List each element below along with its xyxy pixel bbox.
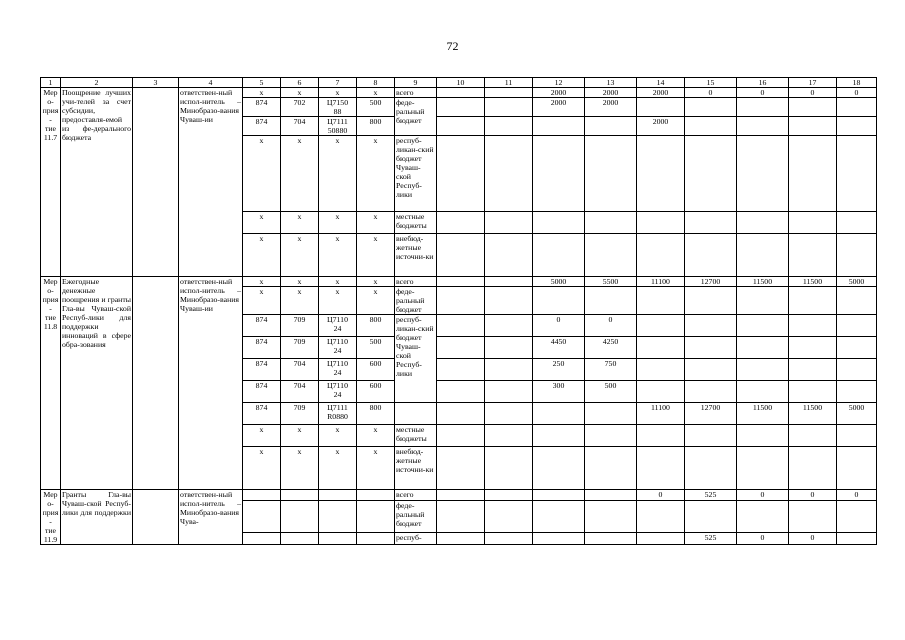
code-cell: х: [319, 277, 357, 287]
code-cell: Ц7111 R0880: [319, 403, 357, 425]
code-cell: х: [319, 234, 357, 277]
value-cell: [585, 490, 637, 501]
code-cell: х: [319, 212, 357, 234]
code-cell: [357, 501, 395, 532]
value-cell: 4450: [533, 337, 585, 359]
value-cell: [437, 447, 485, 490]
value-cell: [789, 315, 837, 337]
value-cell: [837, 359, 877, 381]
value-cell: [685, 447, 737, 490]
code-cell: [319, 490, 357, 501]
header-cell: 12: [533, 78, 585, 88]
value-cell: [533, 287, 585, 315]
value-cell: [533, 501, 585, 532]
value-cell: [637, 315, 685, 337]
code-cell: х: [281, 287, 319, 315]
value-cell: [837, 447, 877, 490]
value-cell: [485, 490, 533, 501]
code-cell: 874: [243, 315, 281, 337]
code-cell: 874: [243, 117, 281, 136]
value-cell: [485, 88, 533, 98]
table-row: [41, 277, 877, 287]
code-cell: Ц7110 24: [319, 315, 357, 337]
value-cell: [585, 501, 637, 532]
code-cell: Ц7110 24: [319, 359, 357, 381]
value-cell: 300: [533, 381, 585, 403]
code-cell: х: [357, 234, 395, 277]
value-cell: [485, 136, 533, 212]
value-cell: [789, 501, 837, 532]
value-cell: 525: [685, 532, 737, 544]
measure-executor: ответствен-ный испол-нитель – Минобразо-вания Чуваш-ии: [179, 277, 243, 490]
value-cell: [437, 337, 485, 359]
code-cell: [281, 490, 319, 501]
header-cell: 9: [395, 78, 437, 88]
value-cell: 5000: [837, 277, 877, 287]
value-cell: 525: [685, 490, 737, 501]
value-cell: [685, 234, 737, 277]
value-cell: [437, 88, 485, 98]
value-cell: [837, 98, 877, 117]
value-cell: [789, 98, 837, 117]
code-cell: х: [319, 88, 357, 98]
value-cell: [737, 447, 789, 490]
code-cell: 874: [243, 359, 281, 381]
value-cell: 2000: [585, 98, 637, 117]
value-cell: [737, 98, 789, 117]
value-cell: [685, 337, 737, 359]
code-cell: [281, 532, 319, 544]
source-cell: всего: [395, 88, 437, 98]
value-cell: [585, 287, 637, 315]
value-cell: 2000: [585, 88, 637, 98]
value-cell: [485, 117, 533, 136]
header-cell: 5: [243, 78, 281, 88]
empty-cell: [133, 88, 179, 277]
value-cell: [437, 381, 485, 403]
code-cell: х: [243, 136, 281, 212]
measure-executor: ответствен-ный испол-нитель – Минобразо-вания Чуваш-ии: [179, 88, 243, 277]
value-cell: [737, 212, 789, 234]
value-cell: [533, 447, 585, 490]
code-cell: х: [281, 136, 319, 212]
value-cell: [685, 381, 737, 403]
value-cell: [533, 212, 585, 234]
value-cell: [737, 381, 789, 403]
code-cell: 800: [357, 403, 395, 425]
code-cell: [357, 532, 395, 544]
value-cell: [533, 425, 585, 447]
value-cell: [737, 425, 789, 447]
value-cell: 0: [837, 88, 877, 98]
value-cell: [685, 501, 737, 532]
code-cell: 874: [243, 403, 281, 425]
value-cell: [533, 532, 585, 544]
code-cell: х: [281, 212, 319, 234]
value-cell: [485, 501, 533, 532]
value-cell: [685, 359, 737, 381]
value-cell: [585, 117, 637, 136]
value-cell: [585, 425, 637, 447]
source-cell: местные бюджеты: [395, 212, 437, 234]
budget-table: [40, 77, 877, 545]
header-cell: 16: [737, 78, 789, 88]
value-cell: [585, 212, 637, 234]
value-cell: [637, 337, 685, 359]
value-cell: [485, 337, 533, 359]
value-cell: [485, 359, 533, 381]
value-cell: [737, 359, 789, 381]
header-cell: 8: [357, 78, 395, 88]
value-cell: [789, 117, 837, 136]
value-cell: [837, 425, 877, 447]
code-cell: 800: [357, 315, 395, 337]
value-cell: [685, 212, 737, 234]
value-cell: 0: [837, 490, 877, 501]
code-cell: х: [243, 447, 281, 490]
value-cell: 11500: [789, 403, 837, 425]
value-cell: 2000: [533, 88, 585, 98]
value-cell: [533, 136, 585, 212]
header-cell: 18: [837, 78, 877, 88]
value-cell: [533, 403, 585, 425]
code-cell: [319, 501, 357, 532]
value-cell: [437, 425, 485, 447]
value-cell: 0: [685, 88, 737, 98]
value-cell: [789, 381, 837, 403]
header-cell: 7: [319, 78, 357, 88]
value-cell: [737, 234, 789, 277]
table-row: [41, 490, 877, 501]
measure-name: Ежегодные денежные поощрения и гранты Гла-вы Чуваш-ской Респуб-лики для поддержки инноваций в сфере обра-зования: [61, 277, 133, 490]
code-cell: 874: [243, 381, 281, 403]
value-cell: [789, 212, 837, 234]
value-cell: [837, 234, 877, 277]
value-cell: [789, 447, 837, 490]
value-cell: 11100: [637, 403, 685, 425]
value-cell: [789, 287, 837, 315]
value-cell: [789, 136, 837, 212]
header-cell: 3: [133, 78, 179, 88]
source-cell: респуб-ликан-ский бюджет Чуваш-ской Респуб-лики: [395, 136, 437, 212]
code-cell: 704: [281, 381, 319, 403]
value-cell: [685, 425, 737, 447]
value-cell: [585, 447, 637, 490]
value-cell: [737, 136, 789, 212]
value-cell: [737, 117, 789, 136]
source-cell: внебюд-жетные источни-ки: [395, 447, 437, 490]
code-cell: х: [281, 277, 319, 287]
measure-title: Меро- прия- тие 11.7: [41, 88, 61, 277]
value-cell: [685, 287, 737, 315]
value-cell: 500: [585, 381, 637, 403]
source-cell: респуб-: [395, 532, 437, 544]
value-cell: [585, 136, 637, 212]
code-cell: х: [243, 287, 281, 315]
header-cell: 11: [485, 78, 533, 88]
value-cell: 750: [585, 359, 637, 381]
value-cell: 11500: [789, 277, 837, 287]
value-cell: [837, 381, 877, 403]
code-cell: х: [357, 287, 395, 315]
value-cell: [437, 532, 485, 544]
value-cell: [837, 136, 877, 212]
header-cell: 4: [179, 78, 243, 88]
value-cell: 0: [533, 315, 585, 337]
value-cell: 5000: [533, 277, 585, 287]
value-cell: [437, 136, 485, 212]
value-cell: [837, 287, 877, 315]
value-cell: [585, 403, 637, 425]
code-cell: [281, 501, 319, 532]
empty-cell: [133, 490, 179, 545]
empty-cell: [133, 277, 179, 490]
value-cell: [837, 212, 877, 234]
value-cell: [485, 532, 533, 544]
code-cell: Ц7150 88: [319, 98, 357, 117]
value-cell: [485, 381, 533, 403]
value-cell: [637, 212, 685, 234]
value-cell: [685, 98, 737, 117]
measure-name: Поощрение лучших учи-телей за счет субсидии, предоставля-емой из фе-дерального бюджета: [61, 88, 133, 277]
value-cell: 12700: [685, 277, 737, 287]
source-cell: феде-ральный бюджет: [395, 287, 437, 315]
value-cell: [637, 136, 685, 212]
value-cell: [485, 277, 533, 287]
value-cell: [685, 315, 737, 337]
code-cell: х: [357, 212, 395, 234]
source-cell: местные бюджеты: [395, 425, 437, 447]
value-cell: 11500: [737, 403, 789, 425]
header-cell: 10: [437, 78, 485, 88]
source-cell: всего: [395, 490, 437, 501]
code-cell: 702: [281, 98, 319, 117]
source-cell: респуб-ликан-ский бюджет Чуваш-ской Респуб-лики: [395, 315, 437, 403]
header-cell: 6: [281, 78, 319, 88]
code-cell: 500: [357, 98, 395, 117]
code-cell: 500: [357, 337, 395, 359]
code-cell: х: [243, 425, 281, 447]
code-cell: х: [281, 234, 319, 277]
value-cell: [789, 337, 837, 359]
value-cell: 0: [789, 490, 837, 501]
measure-executor: ответствен-ный испол-нитель – Минобразо-вания Чува-: [179, 490, 243, 545]
value-cell: [437, 277, 485, 287]
value-cell: [837, 337, 877, 359]
code-cell: Ц7110 24: [319, 337, 357, 359]
table-row: [41, 88, 877, 98]
code-cell: х: [319, 447, 357, 490]
code-cell: 709: [281, 403, 319, 425]
value-cell: [437, 501, 485, 532]
code-cell: 704: [281, 359, 319, 381]
code-cell: 600: [357, 381, 395, 403]
measure-title: Меро- прия- тие 11.8: [41, 277, 61, 490]
value-cell: 0: [737, 532, 789, 544]
header-cell: 17: [789, 78, 837, 88]
value-cell: [437, 359, 485, 381]
code-cell: 600: [357, 359, 395, 381]
source-cell: феде-ральный бюджет: [395, 501, 437, 532]
value-cell: [789, 425, 837, 447]
value-cell: [637, 447, 685, 490]
value-cell: [485, 98, 533, 117]
code-cell: [357, 490, 395, 501]
code-cell: х: [319, 136, 357, 212]
value-cell: [737, 287, 789, 315]
source-cell: внебюд-жетные источни-ки: [395, 234, 437, 277]
code-cell: 800: [357, 117, 395, 136]
value-cell: [837, 501, 877, 532]
code-cell: х: [281, 88, 319, 98]
code-cell: [243, 532, 281, 544]
value-cell: [737, 337, 789, 359]
code-cell: 704: [281, 117, 319, 136]
value-cell: [533, 117, 585, 136]
header-cell: 2: [61, 78, 133, 88]
measure-name: Гранты Гла-вы Чуваш-ской Респуб-лики для поддержки: [61, 490, 133, 545]
value-cell: 250: [533, 359, 585, 381]
value-cell: [837, 315, 877, 337]
code-cell: х: [243, 88, 281, 98]
value-cell: [737, 315, 789, 337]
value-cell: [585, 532, 637, 544]
header-row: [41, 78, 877, 88]
value-cell: 12700: [685, 403, 737, 425]
value-cell: [485, 234, 533, 277]
value-cell: 2000: [637, 88, 685, 98]
code-cell: х: [243, 277, 281, 287]
page-number: 72: [446, 39, 459, 53]
value-cell: 0: [637, 490, 685, 501]
value-cell: [485, 287, 533, 315]
value-cell: [637, 532, 685, 544]
value-cell: [637, 234, 685, 277]
value-cell: [437, 403, 485, 425]
code-cell: 709: [281, 337, 319, 359]
value-cell: [437, 490, 485, 501]
value-cell: 0: [789, 88, 837, 98]
code-cell: х: [357, 425, 395, 447]
code-cell: Ц7111 50880: [319, 117, 357, 136]
value-cell: 11500: [737, 277, 789, 287]
value-cell: [533, 490, 585, 501]
header-cell: 15: [685, 78, 737, 88]
code-cell: х: [281, 447, 319, 490]
value-cell: [737, 501, 789, 532]
value-cell: [437, 212, 485, 234]
source-cell: всего: [395, 277, 437, 287]
value-cell: [437, 98, 485, 117]
code-cell: Ц7110 24: [319, 381, 357, 403]
source-cell: [395, 403, 437, 425]
value-cell: 0: [737, 490, 789, 501]
value-cell: [637, 359, 685, 381]
code-cell: х: [357, 447, 395, 490]
value-cell: [637, 98, 685, 117]
value-cell: [837, 117, 877, 136]
value-cell: 0: [737, 88, 789, 98]
source-cell: феде-ральный бюджет: [395, 98, 437, 136]
measure-title: Меро- прия- тие 11.9: [41, 490, 61, 545]
code-cell: 709: [281, 315, 319, 337]
value-cell: 0: [585, 315, 637, 337]
code-cell: х: [319, 287, 357, 315]
code-cell: 874: [243, 337, 281, 359]
value-cell: [485, 425, 533, 447]
code-cell: х: [319, 425, 357, 447]
value-cell: [437, 234, 485, 277]
value-cell: [789, 359, 837, 381]
value-cell: [437, 117, 485, 136]
value-cell: [437, 315, 485, 337]
value-cell: 0: [789, 532, 837, 544]
value-cell: [533, 234, 585, 277]
code-cell: х: [243, 234, 281, 277]
code-cell: х: [243, 212, 281, 234]
value-cell: 4250: [585, 337, 637, 359]
code-cell: [319, 532, 357, 544]
value-cell: [837, 532, 877, 544]
value-cell: [637, 501, 685, 532]
value-cell: 2000: [533, 98, 585, 117]
code-cell: х: [357, 136, 395, 212]
code-cell: х: [357, 88, 395, 98]
header-cell: 14: [637, 78, 685, 88]
value-cell: [437, 287, 485, 315]
value-cell: [585, 234, 637, 277]
value-cell: 11100: [637, 277, 685, 287]
value-cell: 5000: [837, 403, 877, 425]
value-cell: [637, 381, 685, 403]
value-cell: [485, 447, 533, 490]
code-cell: [243, 490, 281, 501]
value-cell: 5500: [585, 277, 637, 287]
value-cell: [485, 212, 533, 234]
value-cell: [637, 425, 685, 447]
value-cell: [485, 403, 533, 425]
value-cell: [685, 117, 737, 136]
value-cell: [637, 287, 685, 315]
code-cell: 874: [243, 98, 281, 117]
value-cell: [485, 315, 533, 337]
value-cell: 2000: [637, 117, 685, 136]
code-cell: х: [281, 425, 319, 447]
header-cell: 13: [585, 78, 637, 88]
value-cell: [789, 234, 837, 277]
header-cell: 1: [41, 78, 61, 88]
code-cell: [243, 501, 281, 532]
value-cell: [685, 136, 737, 212]
code-cell: х: [357, 277, 395, 287]
